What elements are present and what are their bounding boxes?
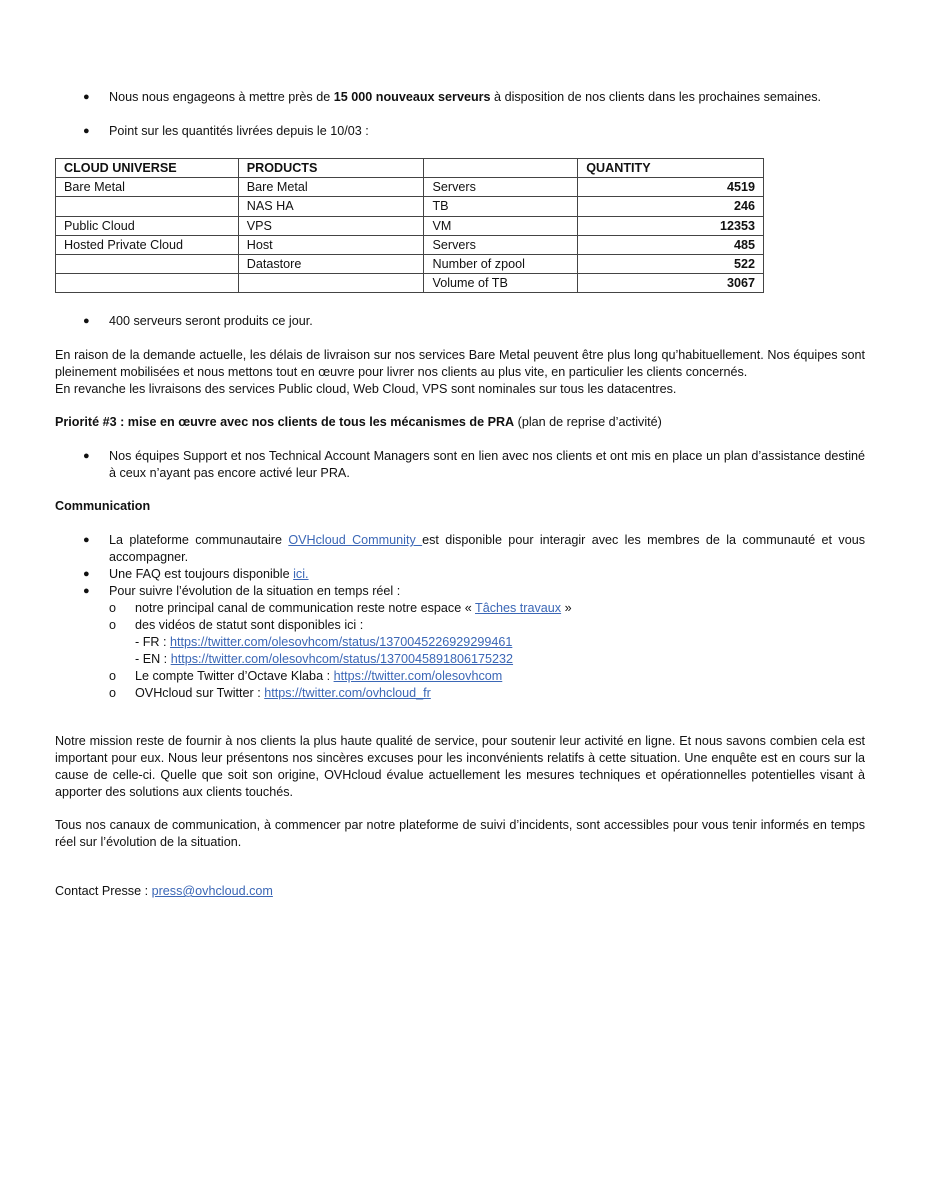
bullet-dot: ●	[83, 585, 90, 597]
table-cell	[238, 274, 424, 293]
quantities-table	[55, 158, 764, 293]
table-cell: Volume of TB	[424, 274, 578, 293]
table-cell-quantity: 4519	[578, 178, 764, 197]
paragraph-delivery: En raison de la demande actuelle, les délais de livraison sur nos services Bare Metal peuvent être plus long qu’habituellement. Nos équipes sont pleinement mobilisées et nous mettons tout en œuvre pour livrer nos clients au plus vite, en particulier les clients concernés.	[55, 348, 865, 379]
table-cell	[56, 274, 239, 293]
table-cell: Bare Metal	[238, 178, 424, 197]
bullet-quantities: Point sur les quantités livrées depuis le 10/03 :	[109, 124, 369, 138]
table-cell-quantity: 3067	[578, 274, 764, 293]
contact-presse: Contact Presse : press@ovhcloud.com	[55, 884, 273, 898]
table-cell: VPS	[238, 216, 424, 235]
bullet-servers: Nous nous engageons à mettre près de 15 000 nouveaux serveurs à disposition de nos clients dans les prochaines semaines.	[109, 90, 821, 104]
video-fr-line: - FR : https://twitter.com/olesovhcom/status/1370045226929299461	[135, 635, 513, 649]
bullet-support: Nos équipes Support et nos Technical Account Managers sont en lien avec nos clients et ont mis en place un plan d’assistance destiné à ceux n’ayant pas encore activé leur PRA.	[109, 449, 865, 480]
sub-bullet-octave: Le compte Twitter d’Octave Klaba : https://twitter.com/olesovhcom	[135, 669, 503, 683]
video-fr-link[interactable]: https://twitter.com/olesovhcom/status/1370045226929299461	[169, 635, 513, 649]
sub-bullet-circle: o	[109, 669, 117, 683]
table-cell: TB	[424, 197, 578, 216]
table-cell: Datastore	[238, 254, 424, 273]
paragraph-mission: Notre mission reste de fournir à nos clients la plus haute qualité de service, pour soutenir leur activité en ligne. Et nous savons combien cela est important pour eux. Nous leur présentons nos sincères excuses pour les inconvénients relatifs à cette situation. Une enquête est en cours sur la cause de celle-ci. Quelle que soit son origine, OVHcloud évalue actuellement les mesures techniques et opérationnelles potentielles visant à apporter des solutions aux clients touchés.	[55, 734, 865, 799]
communication-heading: Communication	[55, 499, 151, 513]
bullet-dot: ●	[83, 534, 90, 546]
priority-heading: Priorité #3 : mise en œuvre avec nos clients de tous les mécanismes de PRA (plan de reprise d’activité)	[55, 415, 662, 429]
table-cell: Servers	[424, 235, 578, 254]
table-header-cell	[424, 159, 578, 178]
table-row	[56, 274, 764, 293]
table-row	[56, 254, 764, 273]
table-cell: Bare Metal	[56, 178, 239, 197]
bullet-follow: Pour suivre l’évolution de la situation en temps réel :	[109, 584, 401, 598]
bullet-dot: ●	[83, 125, 90, 137]
sub-bullet-ovhcloud: OVHcloud sur Twitter : https://twitter.com/ovhcloud_fr	[135, 686, 431, 700]
press-email-link[interactable]: press@ovhcloud.com	[151, 884, 273, 898]
table-cell-quantity: 12353	[578, 216, 764, 235]
table-cell	[56, 197, 239, 216]
bullet-dot: ●	[83, 568, 90, 580]
taches-travaux-link[interactable]: Tâches travaux	[475, 601, 562, 615]
table-header-cell: CLOUD UNIVERSE	[56, 159, 239, 178]
table-cell: Servers	[424, 178, 578, 197]
paragraph-delivery-2: En revanche les livraisons des services Public cloud, Web Cloud, VPS sont nominales sur tous les datacentres.	[55, 382, 677, 396]
sub-bullet-circle: o	[109, 601, 117, 615]
table-row	[56, 197, 764, 216]
bullet-production: 400 serveurs seront produits ce jour.	[109, 314, 313, 328]
video-en-link[interactable]: https://twitter.com/olesovhcom/status/1370045891806175232	[170, 652, 514, 666]
table-cell-quantity: 522	[578, 254, 764, 273]
table-header-cell: QUANTITY	[578, 159, 764, 178]
bullet-community: La plateforme communautaire OVHcloud Community est disponible pour interagir avec les membres de la communauté et vous accompagner.	[109, 533, 865, 564]
bullet-dot: ●	[83, 450, 90, 462]
sub-bullet-canal: notre principal canal de communication reste notre espace « Tâches travaux »	[135, 601, 572, 615]
bullet-dot: ●	[83, 315, 90, 327]
table-cell-quantity: 485	[578, 235, 764, 254]
bullet-faq: Une FAQ est toujours disponible ici.	[109, 567, 309, 581]
sub-bullet-circle: o	[109, 618, 117, 632]
ovhcloud-twitter-link[interactable]: https://twitter.com/ovhcloud_fr	[264, 686, 431, 700]
table-cell: Hosted Private Cloud	[56, 235, 239, 254]
table-row	[56, 216, 764, 235]
video-en-line: - EN : https://twitter.com/olesovhcom/status/1370045891806175232	[135, 652, 514, 666]
table-cell: NAS HA	[238, 197, 424, 216]
table-cell: Host	[238, 235, 424, 254]
table-cell	[56, 254, 239, 273]
sub-bullet-circle: o	[109, 686, 117, 700]
table-cell: Public Cloud	[56, 216, 239, 235]
table-row	[56, 178, 764, 197]
table-row	[56, 235, 764, 254]
table-cell: Number of zpool	[424, 254, 578, 273]
table-header-row	[56, 159, 764, 178]
community-link[interactable]: OVHcloud Community	[288, 533, 423, 547]
bullet-dot: ●	[83, 91, 90, 103]
paragraph-channels: Tous nos canaux de communication, à commencer par notre plateforme de suivi d’incidents, sont accessibles pour vous tenir informés en temps réel sur l’évolution de la situation.	[55, 818, 865, 849]
table-cell: VM	[424, 216, 578, 235]
sub-bullet-videos: des vidéos de statut sont disponibles ici :	[135, 618, 364, 632]
table-cell-quantity: 246	[578, 197, 764, 216]
octave-twitter-link[interactable]: https://twitter.com/olesovhcom	[333, 669, 503, 683]
table-header-cell: PRODUCTS	[238, 159, 424, 178]
faq-link[interactable]: ici.	[293, 567, 309, 581]
